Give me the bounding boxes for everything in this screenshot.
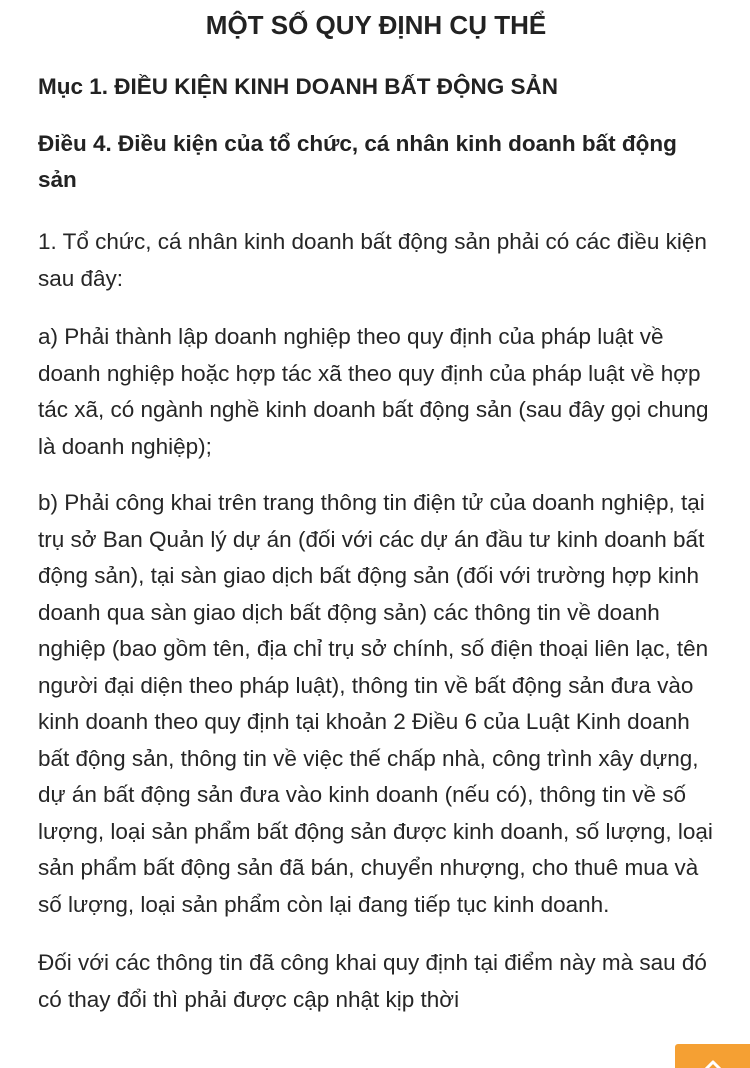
scroll-to-top-button[interactable]: [675, 1044, 750, 1068]
section-heading: Mục 1. ĐIỀU KIỆN KINH DOANH BẤT ĐỘNG SẢN: [38, 74, 559, 99]
paragraph-clause-1: 1. Tổ chức, cá nhân kinh doanh bất động sản phải có các điều kiện sau đây:: [38, 229, 707, 291]
chevron-up-icon: [702, 1058, 724, 1068]
paragraph-update-note: Đối với các thông tin đã công khai quy định tại điểm này mà sau đó có thay đổi thì phải được cập nhật kịp thời: [38, 950, 707, 1012]
paragraph-point-a: a) Phải thành lập doanh nghiệp theo quy định của pháp luật về doanh nghiệp hoặc hợp tác xã theo quy định của pháp luật về hợp tác xã, có ngành nghề kinh doanh bất động sản (sau đây gọi chung là doanh nghiệp);: [38, 324, 709, 459]
paragraph-point-b: b) Phải công khai trên trang thông tin điện tử của doanh nghiệp, tại trụ sở Ban Quản lý dự án (đối với các dự án đầu tư kinh doanh bất động sản), tại sàn giao dịch bất động sản (đối với trường hợp kinh doanh qua sàn giao dịch bất động sản) các thông tin về doanh nghiệp (bao gồm tên, địa chỉ trụ sở chính, số điện thoại liên lạc, tên người đại diện theo pháp luật), thông tin về bất động sản đưa vào kinh doanh theo quy định tại khoản 2 Điều 6 của Luật Kinh doanh bất động sản, thông tin về việc thế chấp nhà, công trình xây dựng, dự án bất động sản đưa vào kinh doanh (nếu có), thông tin về số lượng, loại sản phẩm bất động sản được kinh doanh, số lượng, loại sản phẩm bất động sản đã bán, chuyển nhượng, cho thuê mua và số lượng, loại sản phẩm còn lại đang tiếp tục kinh doanh.: [38, 490, 713, 917]
page-title: MỘT SỐ QUY ĐỊNH CỤ THỂ: [205, 10, 547, 40]
article-heading: Điều 4. Điều kiện của tổ chức, cá nhân kinh doanh bất động sản: [38, 131, 677, 192]
